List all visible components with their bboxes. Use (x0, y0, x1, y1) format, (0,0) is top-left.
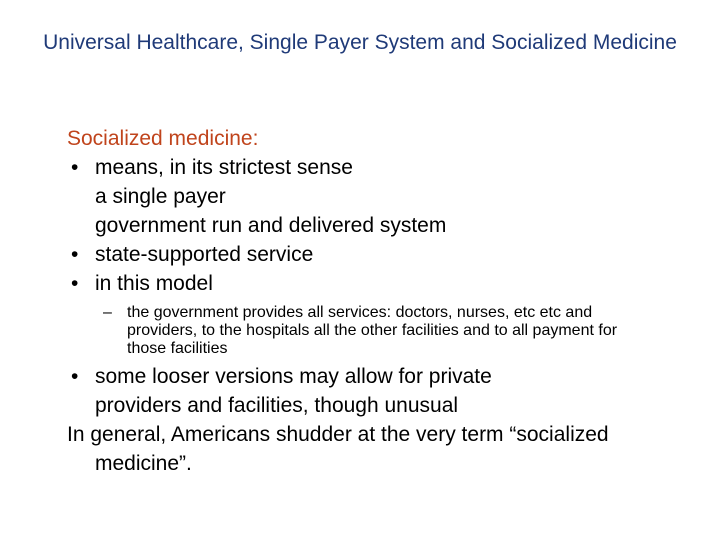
bullet-continuation-1: a single payer (95, 185, 226, 208)
bullet-text: state-supported service (95, 243, 314, 266)
bullet-marker: • (71, 272, 79, 295)
bullet-item-4 (67, 362, 687, 391)
bullet-continuation-2: government run and delivered system (95, 214, 447, 237)
bullet-item-1 (67, 153, 687, 182)
slide-body (67, 124, 687, 478)
bullet-item-3 (67, 269, 687, 298)
sub-bullet-text: the government provides all services: doctors, nurses, etc etc and providers, to the hospitals all the other facilities and to all payment for those facilities (127, 304, 618, 357)
bullet-marker: • (71, 365, 79, 388)
bullet-text: in this model (95, 272, 213, 295)
closing-statement: In general, Americans shudder at the very term “socialized medicine”. (67, 423, 609, 475)
bullet-marker: • (71, 243, 79, 266)
section-heading: Socialized medicine: (67, 127, 259, 150)
dash-marker: – (103, 304, 112, 321)
bullet-text: means, in its strictest sense (95, 156, 353, 179)
slide-title: Universal Healthcare, Single Payer System and Socialized Medicine (43, 31, 677, 54)
bullet-item-2 (67, 240, 687, 269)
sub-bullet-item-1 (67, 304, 687, 358)
bullet-continuation-4: providers and facilities, though unusual (95, 394, 459, 417)
bullet-text: some looser versions may allow for private (95, 365, 492, 388)
bullet-marker: • (71, 156, 79, 179)
